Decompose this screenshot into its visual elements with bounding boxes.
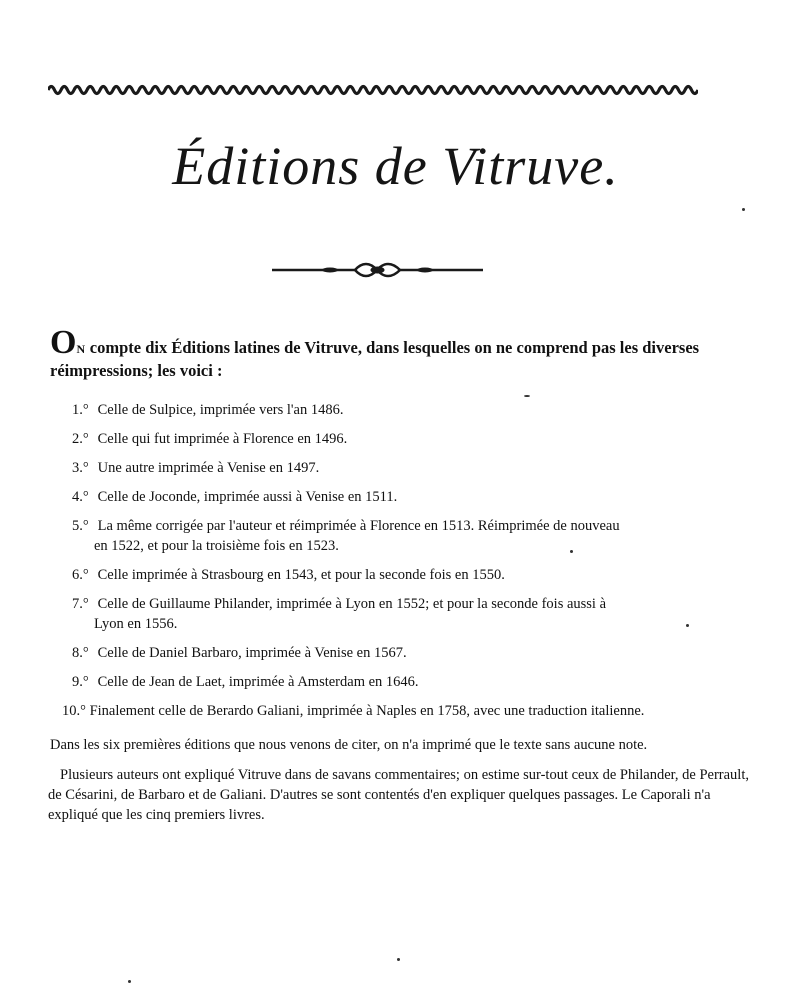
intro-text: compte dix Éditions latines de Vitruve, dans lesquelles on ne comprend pas les diverses réimpressions; les voici : [50, 338, 700, 380]
edition-number: 10.° [62, 703, 86, 719]
edition-text-continued: Lyon en 1556. [94, 616, 178, 632]
edition-text: Une autre imprimée à Venise en 1497. [97, 460, 320, 476]
paragraph-commentators: Plusieurs auteurs ont expliqué Vitruve dans de savans commentaires; on estime sur-tout ceux de Philander, de Perrault, de Césarini, de Barbaro et de Galiani. D'autres se sont contentés d'en expliquer quelques passages. Le Caporali n'a expliqué que les cinq premiers livres. [48, 767, 749, 823]
edition-item [72, 400, 752, 420]
paper-speck [570, 550, 573, 553]
edition-text: Celle de Guillaume Philander, imprimée à Lyon en 1552; et pour la seconde fois aussi à [97, 596, 607, 612]
paragraph-first-editions: Dans les six premières éditions que nous venons de citer, on n'a imprimé que le texte sans aucune note. [50, 737, 648, 753]
edition-item [72, 594, 752, 634]
page-title: Éditions de Vitruve. [172, 136, 619, 196]
edition-text: Celle de Sulpice, imprimée vers l'an 1486. [97, 402, 344, 418]
drop-capital: O [50, 324, 77, 361]
edition-item [72, 516, 752, 556]
edition-number: 6.° [72, 567, 89, 583]
edition-item [72, 487, 752, 507]
paper-speck [742, 208, 745, 211]
edition-number: 9.° [72, 674, 89, 690]
paper-speck [686, 624, 689, 627]
edition-number: 7.° [72, 596, 89, 612]
center-ornament [270, 258, 485, 282]
edition-item [72, 672, 752, 692]
edition-text: Celle de Joconde, imprimée aussi à Venise en 1511. [97, 489, 398, 505]
edition-number: 1.° [72, 402, 89, 418]
edition-text: Celle qui fut imprimée à Florence en 1496. [97, 431, 348, 447]
small-capital: N [76, 342, 86, 356]
edition-number: 8.° [72, 645, 89, 661]
edition-text: La même corrigée par l'auteur et réimprimée à Florence en 1513. Réimprimée de nouveau [97, 518, 620, 534]
edition-text: Celle de Daniel Barbaro, imprimée à Venise en 1567. [97, 645, 407, 661]
edition-item [72, 429, 752, 449]
edition-text: Celle de Jean de Laet, imprimée à Amsterdam en 1646. [97, 674, 419, 690]
edition-number: 3.° [72, 460, 89, 476]
paper-speck [128, 980, 131, 983]
edition-item [62, 701, 752, 721]
edition-item [72, 643, 752, 663]
edition-item [72, 565, 752, 585]
intro-paragraph [50, 324, 750, 382]
editions-list [62, 400, 752, 730]
edition-text: Celle imprimée à Strasbourg en 1543, et pour la seconde fois en 1550. [97, 567, 505, 583]
paper-speck [397, 958, 400, 961]
edition-number: 2.° [72, 431, 89, 447]
edition-text: Finalement celle de Berardo Galiani, imprimée à Naples en 1758, avec une traduction italienne. [89, 703, 645, 719]
wavy-rule-ornament [48, 80, 698, 100]
edition-text-continued: en 1522, et pour la troisième fois en 1523. [94, 538, 339, 554]
edition-number: 5.° [72, 518, 89, 534]
paper-speck [524, 395, 530, 397]
edition-item [72, 458, 752, 478]
edition-number: 4.° [72, 489, 89, 505]
